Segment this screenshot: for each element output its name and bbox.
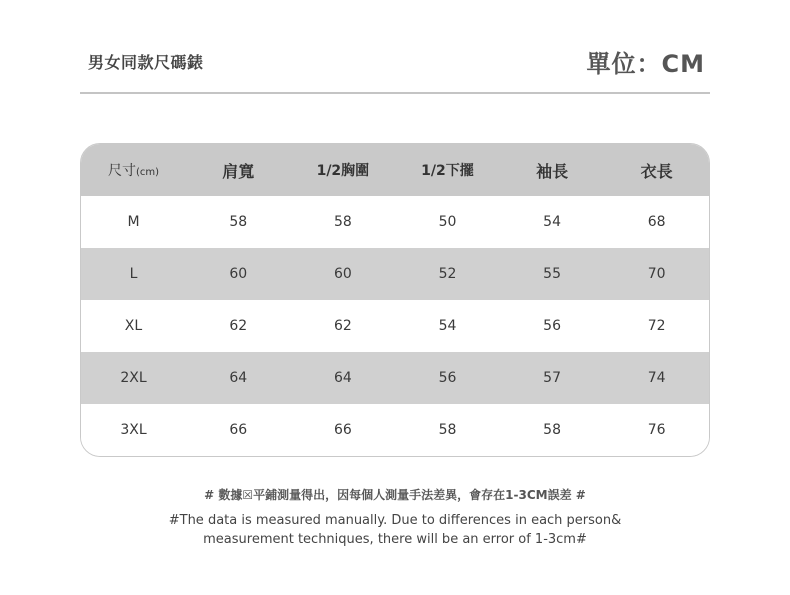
note-english-line-1: #The data is measured manually. Due to differences in each person& bbox=[168, 513, 622, 528]
table-row bbox=[81, 352, 709, 404]
cell-shoulder: 58 bbox=[229, 214, 248, 230]
cell-sleeve: 56 bbox=[543, 318, 561, 334]
cell-chest: 66 bbox=[333, 422, 352, 438]
cell-size: L bbox=[129, 266, 138, 282]
cell-hem: 52 bbox=[438, 266, 457, 282]
header-chest: 1/2胸圍 bbox=[316, 163, 370, 179]
header-shoulder: 肩寬 bbox=[222, 161, 255, 181]
header-size-label: 尺寸 bbox=[107, 163, 136, 179]
cell-length: 74 bbox=[647, 370, 666, 386]
table-row bbox=[81, 300, 709, 352]
cell-shoulder: 66 bbox=[229, 422, 248, 438]
cell-sleeve: 57 bbox=[543, 370, 561, 386]
cell-length: 70 bbox=[647, 266, 666, 282]
cell-size: M bbox=[127, 214, 140, 230]
header-sleeve: 袖長 bbox=[536, 161, 569, 181]
header-size bbox=[81, 160, 186, 180]
header-length: 衣長 bbox=[640, 161, 673, 181]
table-header-row bbox=[81, 144, 709, 196]
cell-chest: 60 bbox=[333, 266, 352, 282]
size-table bbox=[80, 143, 710, 457]
table-row bbox=[81, 196, 709, 248]
cell-shoulder: 60 bbox=[229, 266, 248, 282]
cell-sleeve: 54 bbox=[543, 214, 561, 230]
note-english-line-2: measurement techniques, there will be an error of 1-3cm# bbox=[203, 532, 587, 547]
header-size-unit: (cm) bbox=[135, 167, 160, 178]
cell-sleeve: 55 bbox=[543, 266, 561, 282]
cell-shoulder: 62 bbox=[229, 318, 248, 334]
cell-size: 3XL bbox=[120, 422, 147, 438]
cell-size: XL bbox=[124, 318, 143, 334]
cell-shoulder: 64 bbox=[229, 370, 248, 386]
cell-hem: 56 bbox=[438, 370, 457, 386]
cell-hem: 50 bbox=[438, 214, 457, 230]
cell-chest: 64 bbox=[333, 370, 352, 386]
measurement-note-english bbox=[0, 511, 790, 549]
cell-sleeve: 58 bbox=[543, 422, 561, 438]
cell-chest: 62 bbox=[333, 318, 352, 334]
header-hem: 1/2下擺 bbox=[421, 163, 474, 179]
cell-hem: 54 bbox=[438, 318, 457, 334]
cell-hem: 58 bbox=[438, 422, 457, 438]
cell-length: 76 bbox=[647, 422, 666, 438]
cell-length: 72 bbox=[647, 318, 666, 334]
measurement-note-chinese: # 數據☒平鋪測量得出，因每個人測量手法差異，會存在1-3CM誤差 # bbox=[204, 488, 586, 502]
title-divider bbox=[80, 92, 710, 94]
cell-length: 68 bbox=[647, 214, 666, 230]
table-row bbox=[81, 404, 709, 456]
cell-chest: 58 bbox=[333, 214, 352, 230]
page-title: 男女同款尺碼錶 bbox=[88, 53, 204, 72]
table-row bbox=[81, 248, 709, 300]
unit-label: 單位：CM bbox=[586, 50, 705, 78]
cell-size: 2XL bbox=[120, 370, 147, 386]
